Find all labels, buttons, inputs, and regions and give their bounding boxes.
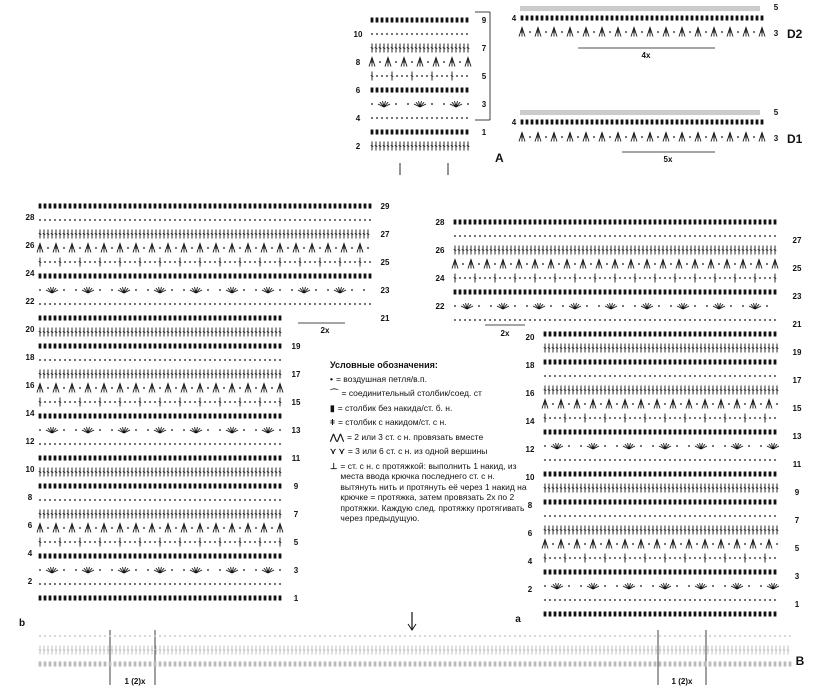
row-number: 11 xyxy=(792,460,802,469)
row-number: 1 xyxy=(481,128,487,137)
row-number: 5 xyxy=(481,72,487,81)
row-number: 17 xyxy=(792,376,802,385)
row-number: 9 xyxy=(293,482,299,491)
legend-item-decrease: ⋀⋀ = 2 или 3 ст. с н. провязать вместе xyxy=(330,431,484,442)
row-number: 10 xyxy=(25,465,35,474)
row-number: 21 xyxy=(792,320,802,329)
row-number: 8 xyxy=(27,493,33,502)
row-number: 20 xyxy=(25,325,35,334)
row-number: 8 xyxy=(355,58,361,67)
base-rows xyxy=(39,612,805,668)
row-number: 12 xyxy=(525,445,535,454)
row-number: 2 xyxy=(527,585,533,594)
repeat-label: 4x xyxy=(641,51,651,60)
row-number: 25 xyxy=(792,264,802,273)
row-number: 9 xyxy=(481,16,487,25)
row-number: 28 xyxy=(25,213,35,222)
legend xyxy=(330,360,530,528)
chart-d1 xyxy=(512,108,803,164)
legend-item-single-crochet: ▮ = столбик без накида/ст. б. н. xyxy=(330,402,453,413)
row-number: 15 xyxy=(291,398,301,407)
row-number: 13 xyxy=(792,432,802,441)
legend-item-chain: • = воздушная петля/в.п. xyxy=(330,373,428,384)
repeat-label: 1 (2)x xyxy=(671,677,693,686)
row-number: 26 xyxy=(25,241,35,250)
row-number: 21 xyxy=(380,314,390,323)
repeat-label: 5x xyxy=(663,155,673,164)
row-number: 27 xyxy=(792,236,802,245)
row-number: 24 xyxy=(435,274,445,283)
row-number: 4 xyxy=(511,14,517,23)
row-number: 22 xyxy=(25,297,35,306)
row-number: 20 xyxy=(525,333,535,342)
row-number: 10 xyxy=(353,30,363,39)
row-number: 23 xyxy=(792,292,802,301)
row-number: 4 xyxy=(527,557,533,566)
row-number: 27 xyxy=(380,230,390,239)
row-number: 11 xyxy=(291,454,301,463)
row-number: 15 xyxy=(792,404,802,413)
row-number: 2 xyxy=(27,577,33,586)
row-number: 4 xyxy=(511,118,517,127)
row-number: 24 xyxy=(25,269,35,278)
chart-b-label: B xyxy=(795,654,805,668)
row-number: 3 xyxy=(293,566,299,575)
row-number: 6 xyxy=(355,86,361,95)
row-number: 9 xyxy=(794,488,800,497)
row-number: 26 xyxy=(435,246,445,255)
legend-item-slip-stitch: ⌒ = соединительный столбик/соед. ст xyxy=(330,388,482,398)
row-number: 12 xyxy=(25,437,35,446)
chart-a-label: A xyxy=(495,151,504,165)
row-number: 16 xyxy=(525,389,535,398)
row-number: 3 xyxy=(481,100,487,109)
row-number: 5 xyxy=(293,538,299,547)
row-number: 2 xyxy=(355,142,361,151)
row-number: 5 xyxy=(794,544,800,553)
legend-item-double-crochet: ǂ = столбик с накидом/ст. с н. xyxy=(330,417,447,427)
chart-a xyxy=(354,16,487,151)
legend-item-extended-stitch: ⊥ = ст. с н. с протяжкой: выполнить 1 накид, из места ввода крючка последнего ст. с н. вытянуть нить и протянуть её через 1 накид на крючке = протяжка, затем провязать 2x по 2 протяжки. Каждую след. протяжку протягивать через предыдущую. xyxy=(330,460,527,523)
row-number: 14 xyxy=(525,417,535,426)
chart-d2 xyxy=(512,3,803,60)
row-number: 14 xyxy=(25,409,35,418)
row-number: 5 xyxy=(773,3,779,12)
row-number: 7 xyxy=(293,510,299,519)
row-number: 5 xyxy=(773,108,779,117)
repeat-label: 2x xyxy=(500,329,510,338)
row-number: 1 xyxy=(293,594,299,603)
row-number: 8 xyxy=(527,501,533,510)
row-number: 18 xyxy=(525,361,535,370)
row-number: 4 xyxy=(27,549,33,558)
row-number: 18 xyxy=(25,353,35,362)
row-number: 17 xyxy=(291,370,301,379)
row-number: 16 xyxy=(25,381,35,390)
row-number: 19 xyxy=(291,342,301,351)
repeat-label: 1 (2)x xyxy=(124,677,146,686)
row-number: 13 xyxy=(291,426,301,435)
row-number: 19 xyxy=(792,348,802,357)
row-number: 22 xyxy=(435,302,445,311)
row-number: 29 xyxy=(380,202,390,211)
row-number: 3 xyxy=(794,572,800,581)
row-number: 6 xyxy=(527,529,533,538)
marker-b: b xyxy=(18,618,26,629)
chart-d1-label: D1 xyxy=(787,132,803,146)
row-number: 3 xyxy=(773,29,779,38)
row-number: 10 xyxy=(525,473,535,482)
legend-title: Условные обозначения: xyxy=(330,360,438,370)
row-number: 7 xyxy=(794,516,800,525)
row-number: 23 xyxy=(380,286,390,295)
row-number: 28 xyxy=(435,218,445,227)
repeat-label: 2x xyxy=(320,326,330,335)
row-number: 7 xyxy=(481,44,487,53)
row-number: 4 xyxy=(355,114,361,123)
row-number: 3 xyxy=(773,134,779,143)
row-number: 1 xyxy=(794,600,800,609)
row-number: 25 xyxy=(380,258,390,267)
row-number: 6 xyxy=(27,521,33,530)
marker-a: a xyxy=(515,614,521,625)
chart-d2-label: D2 xyxy=(787,27,803,41)
legend-item-fan: ⋎ ⋎ = 3 или 6 ст. с н. из одной вершины xyxy=(330,446,488,456)
